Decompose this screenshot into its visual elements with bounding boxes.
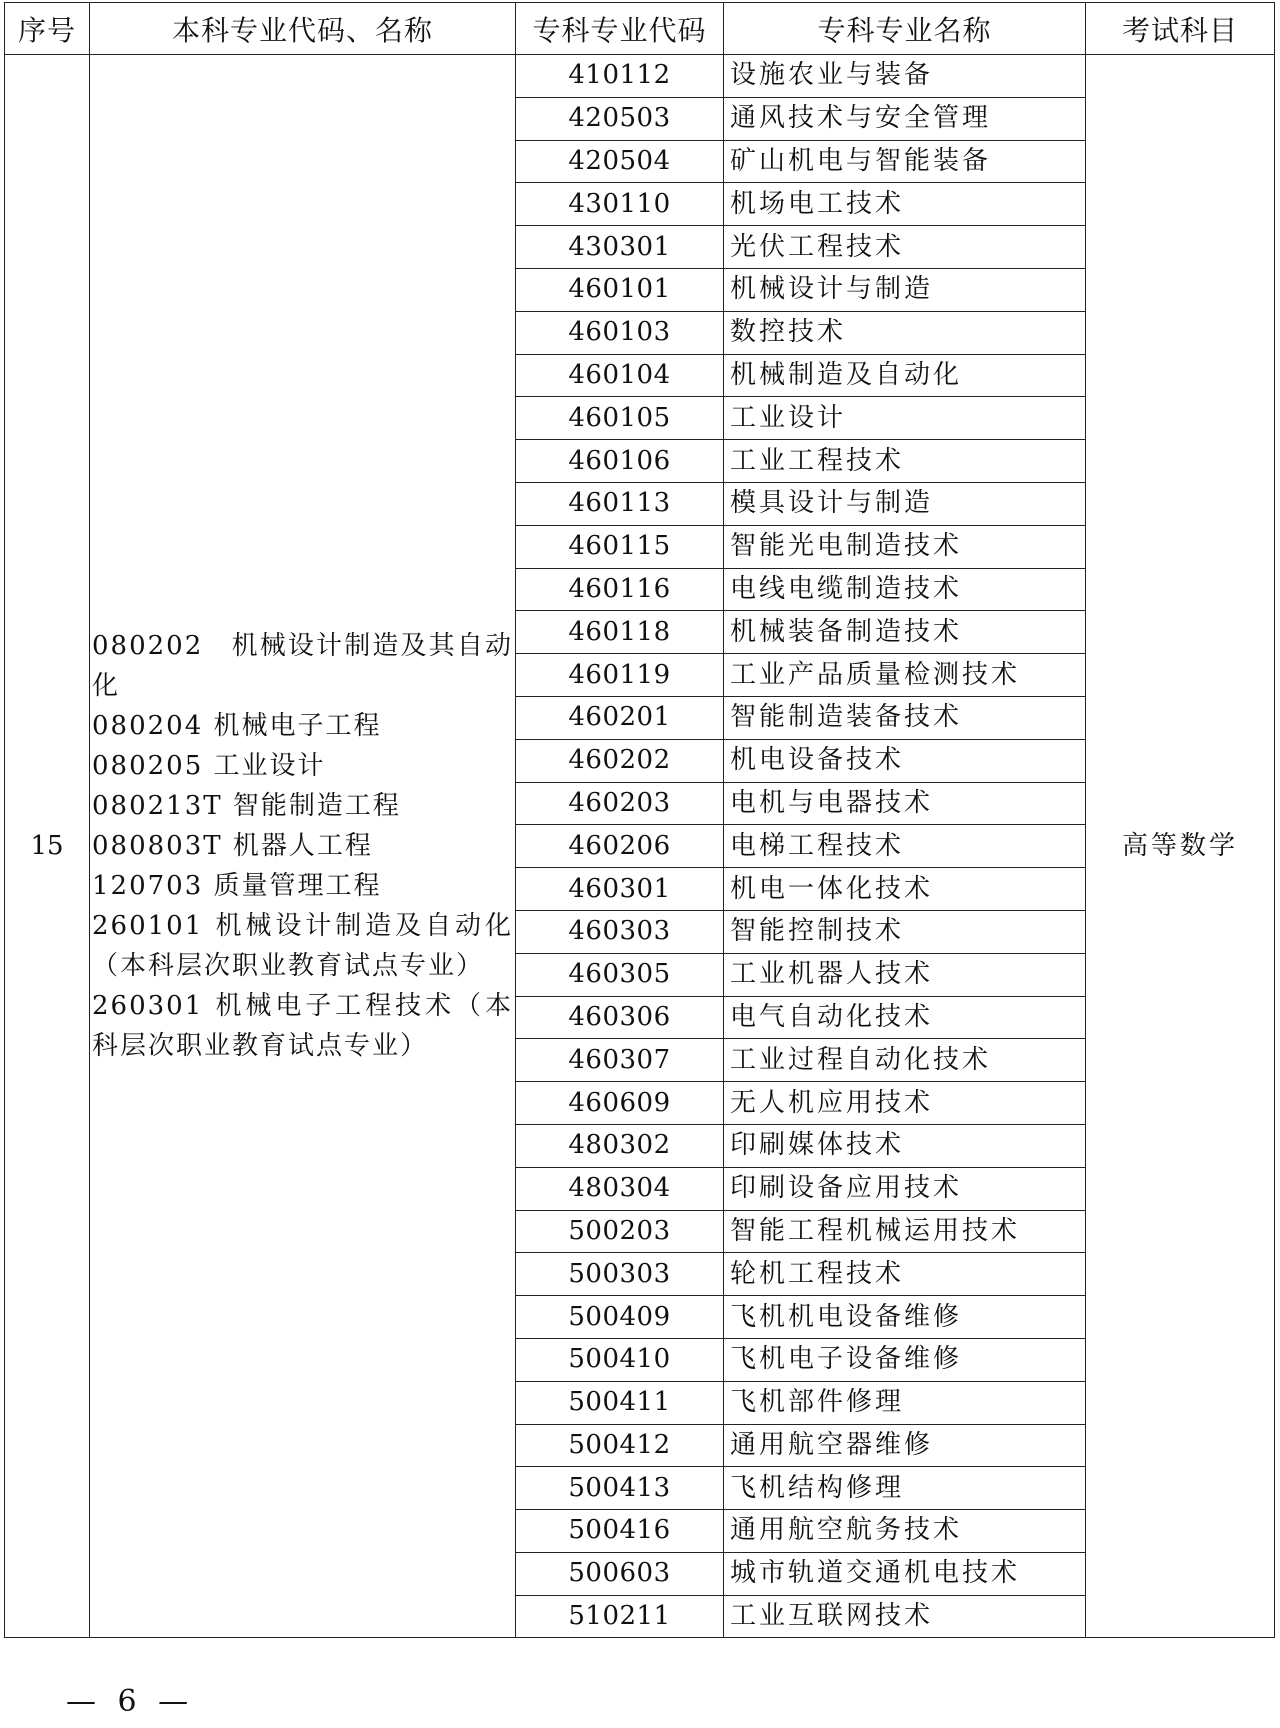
junior-college-code: 480302 [516,1124,724,1167]
junior-college-name: 电气自动化技术 [724,996,1086,1039]
header-junior-college-name: 专科专业名称 [724,3,1086,55]
junior-college-code: 460104 [516,354,724,397]
junior-college-name: 机电一体化技术 [724,868,1086,911]
junior-college-name: 电线电缆制造技术 [724,568,1086,611]
junior-college-name: 飞机电子设备维修 [724,1338,1086,1381]
junior-college-code: 460105 [516,397,724,440]
junior-college-name: 工业设计 [724,397,1086,440]
junior-college-code: 500410 [516,1338,724,1381]
bachelor-major-item: 120703 质量管理工程 [92,871,382,902]
seq-number: 15 [5,55,90,1638]
table-header-row [5,3,1275,55]
junior-college-name: 印刷媒体技术 [724,1124,1086,1167]
junior-college-code: 510211 [516,1595,724,1638]
junior-college-code: 420503 [516,97,724,140]
junior-college-code: 500411 [516,1381,724,1424]
junior-college-name: 智能工程机械运用技术 [724,1210,1086,1253]
table-body [5,55,1275,1638]
junior-college-code: 500203 [516,1210,724,1253]
junior-college-name: 工业过程自动化技术 [724,1039,1086,1082]
table-row [5,55,1275,98]
junior-college-name: 城市轨道交通机电技术 [724,1552,1086,1595]
junior-college-code: 460301 [516,868,724,911]
junior-college-code: 460202 [516,739,724,782]
junior-college-code: 500303 [516,1253,724,1296]
junior-college-code: 500409 [516,1296,724,1339]
junior-college-code: 460305 [516,953,724,996]
junior-college-name: 机电设备技术 [724,739,1086,782]
junior-college-code: 460101 [516,268,724,311]
junior-college-name: 飞机部件修理 [724,1381,1086,1424]
header-bachelor-major: 本科专业代码、名称 [90,3,516,55]
junior-college-code: 460206 [516,825,724,868]
junior-college-code: 460119 [516,654,724,697]
junior-college-name: 工业机器人技术 [724,953,1086,996]
junior-college-code: 460103 [516,311,724,354]
junior-college-code: 460113 [516,482,724,525]
junior-college-code: 460116 [516,568,724,611]
bachelor-major-item: 260301 机械电子工程技术（本科层次职业教育试点专业） [92,991,513,1062]
junior-college-name: 机械装备制造技术 [724,611,1086,654]
bachelor-major-list [90,55,516,1638]
junior-college-name: 智能制造装备技术 [724,696,1086,739]
junior-college-name: 工业产品质量检测技术 [724,654,1086,697]
junior-college-name: 通用航空航务技术 [724,1510,1086,1553]
junior-college-name: 电机与电器技术 [724,782,1086,825]
bachelor-major-item: 080205 工业设计 [92,751,326,782]
major-mapping-table [4,2,1275,1638]
junior-college-name: 智能控制技术 [724,910,1086,953]
junior-college-name: 通用航空器维修 [724,1424,1086,1467]
junior-college-code: 460115 [516,525,724,568]
junior-college-name: 数控技术 [724,311,1086,354]
junior-college-name: 飞机结构修理 [724,1467,1086,1510]
junior-college-code: 500603 [516,1552,724,1595]
junior-college-code: 460307 [516,1039,724,1082]
bachelor-major-item: 080803T 机器人工程 [92,831,373,862]
exam-subject: 高等数学 [1086,55,1275,1638]
junior-college-name: 模具设计与制造 [724,482,1086,525]
junior-college-code: 460306 [516,996,724,1039]
junior-college-code: 500412 [516,1424,724,1467]
junior-college-code: 420504 [516,140,724,183]
junior-college-code: 460106 [516,440,724,483]
header-junior-college-code: 专科专业代码 [516,3,724,55]
junior-college-name: 轮机工程技术 [724,1253,1086,1296]
junior-college-name: 机械制造及自动化 [724,354,1086,397]
junior-college-name: 电梯工程技术 [724,825,1086,868]
junior-college-name: 光伏工程技术 [724,226,1086,269]
page-number: — 6 — [66,1684,195,1719]
bachelor-major-item: 080204 机械电子工程 [92,711,382,742]
junior-college-name: 工业工程技术 [724,440,1086,483]
junior-college-code: 480304 [516,1167,724,1210]
bachelor-major-item: 080213T 智能制造工程 [92,791,401,822]
junior-college-name: 印刷设备应用技术 [724,1167,1086,1210]
junior-college-code: 460203 [516,782,724,825]
junior-college-name: 智能光电制造技术 [724,525,1086,568]
junior-college-name: 飞机机电设备维修 [724,1296,1086,1339]
junior-college-code: 410112 [516,55,724,98]
junior-college-name: 机械设计与制造 [724,268,1086,311]
junior-college-code: 500416 [516,1510,724,1553]
junior-college-name: 无人机应用技术 [724,1082,1086,1125]
header-exam-subject: 考试科目 [1086,3,1275,55]
junior-college-code: 500413 [516,1467,724,1510]
junior-college-code: 430301 [516,226,724,269]
junior-college-code: 460201 [516,696,724,739]
junior-college-code: 460118 [516,611,724,654]
junior-college-code: 430110 [516,183,724,226]
junior-college-code: 460303 [516,910,724,953]
junior-college-name: 矿山机电与智能装备 [724,140,1086,183]
junior-college-name: 设施农业与装备 [724,55,1086,98]
bachelor-major-item: 080202 机械设计制造及其自动化 [92,631,513,702]
junior-college-code: 460609 [516,1082,724,1125]
junior-college-name: 工业互联网技术 [724,1595,1086,1638]
bachelor-major-item: 260101 机械设计制造及自动化（本科层次职业教育试点专业） [92,911,513,982]
header-seq: 序号 [5,3,90,55]
junior-college-name: 通风技术与安全管理 [724,97,1086,140]
junior-college-name: 机场电工技术 [724,183,1086,226]
